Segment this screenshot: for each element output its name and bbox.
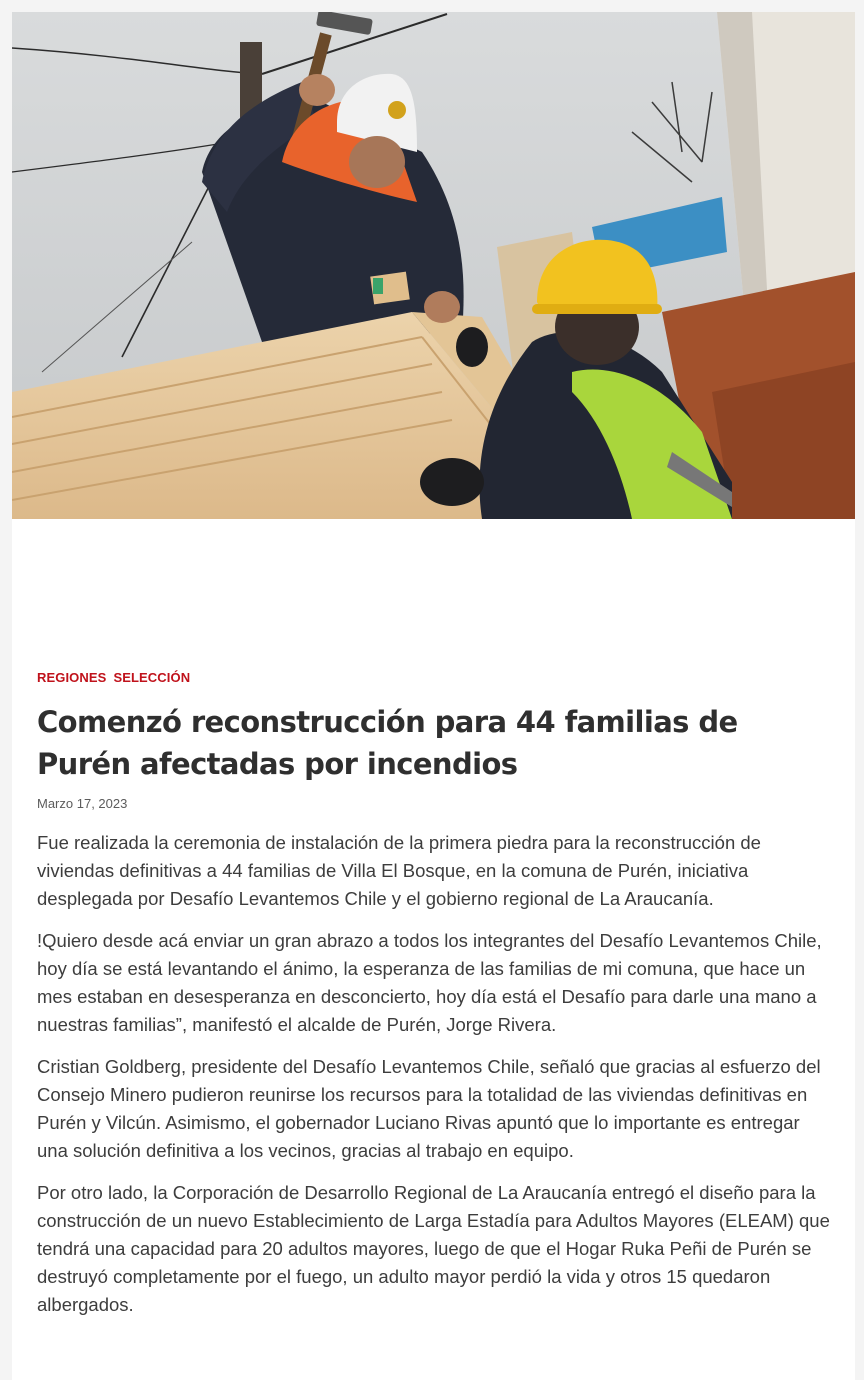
paragraph: Fue realizada la ceremonia de instalación de la primera piedra para la reconstrucción de viviendas definitivas a 44 familias de Villa El Bosque, en la comuna de Purén, iniciativa desplegada por Desafío Levantemos Chile y el gobierno regional de La Araucanía. [37,832,761,909]
hero-image [12,12,855,519]
construction-workers-photo [12,12,855,519]
article-card [12,12,855,1380]
paragraph: Por otro lado, la Corporación de Desarrollo Regional de La Araucanía entregó el diseño para la construcción de un nuevo Establecimiento de Larga Estadía para Adultos Mayores (ELEAM) que tendrá una capacidad para 20 adultos mayores, luego de que el Hogar Ruka Peñi de Purén se destruyó completamente por el fuego, un adulto mayor perdió la vida y otros 15 quedaron albergados. [37,1182,830,1315]
category-regiones[interactable]: REGIONES [37,669,107,685]
article-body [37,829,832,1319]
article-date: Marzo 17, 2023 [37,796,128,811]
paragraph: Cristian Goldberg, presidente del Desafío Levantemos Chile, señaló que gracias al esfuerzo del Consejo Minero pudieron reunirse los recursos para la totalidad de las viviendas definitivas en Purén y Vilcún. Asimismo, el gobernador Luciano Rivas apuntó que lo importante es entregar una solución definitiva a los vecinos, gracias al trabajo en equipo. [37,1056,821,1161]
category-seleccion[interactable]: SELECCIÓN [113,669,191,685]
article-content [37,667,832,1333]
category-list [37,667,832,687]
paragraph: !Quiero desde acá enviar un gran abrazo a todos los integrantes del Desafío Levantemos Chile, hoy día se está levantando el ánimo, la esperanza de las familias de mi comuna, que hace un mes estaban en desesperanza en desconcierto, hoy día está el Desafío para darle una mano a nuestras familias”, manifestó el alcalde de Purén, Jorge Rivera. [37,930,822,1035]
article-title: Comenzó reconstrucción para 44 familias de Purén afectadas por incendios [37,705,738,781]
